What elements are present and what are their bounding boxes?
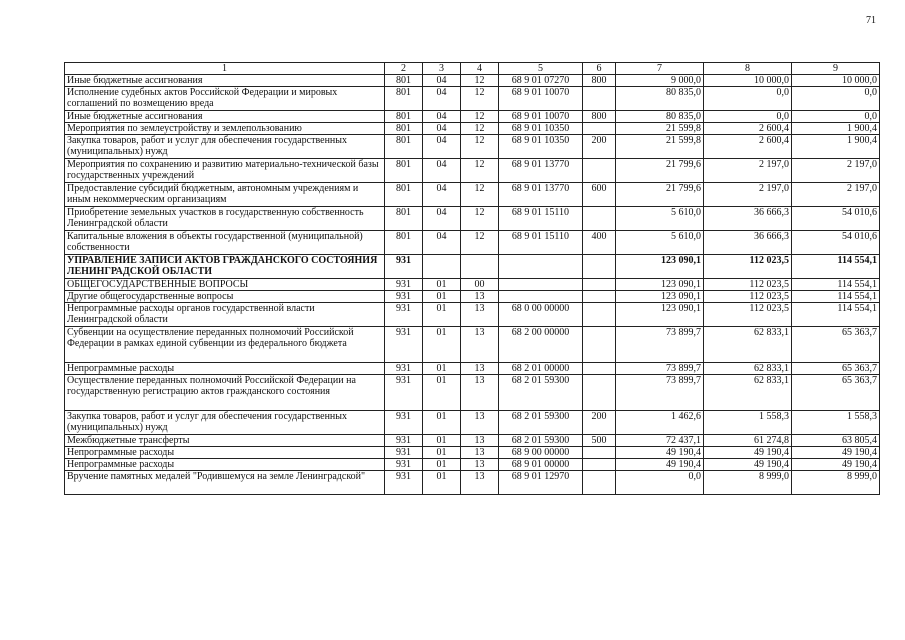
amount-year2-cell: 62 833,1 xyxy=(704,327,792,363)
amount-year1-cell: 80 835,0 xyxy=(616,87,704,111)
amount-year1-cell: 123 090,1 xyxy=(616,303,704,327)
amount-year1-cell: 21 799,6 xyxy=(616,183,704,207)
table-row xyxy=(65,363,880,375)
amount-year3-cell: 2 197,0 xyxy=(792,159,880,183)
section-cell: 01 xyxy=(423,435,461,447)
table-row xyxy=(65,255,880,279)
target-article-cell: 68 9 01 13770 xyxy=(499,183,583,207)
row-name-cell: Непрограммные расходы органов государственной власти Ленинградской области xyxy=(65,303,385,327)
amount-year1-cell: 9 000,0 xyxy=(616,75,704,87)
expense-type-cell xyxy=(583,123,616,135)
header-cell: 7 xyxy=(616,63,704,75)
ministry-code-cell: 931 xyxy=(385,471,423,495)
target-article-cell: 68 9 01 10070 xyxy=(499,111,583,123)
expense-type-cell xyxy=(583,471,616,495)
subsection-cell: 12 xyxy=(461,183,499,207)
ministry-code-cell: 931 xyxy=(385,435,423,447)
amount-year1-cell: 21 599,8 xyxy=(616,123,704,135)
row-name-cell: Непрограммные расходы xyxy=(65,447,385,459)
target-article-cell xyxy=(499,255,583,279)
amount-year2-cell: 2 197,0 xyxy=(704,159,792,183)
amount-year3-cell: 114 554,1 xyxy=(792,255,880,279)
row-name-cell: УПРАВЛЕНИЕ ЗАПИСИ АКТОВ ГРАЖДАНСКОГО СОСТОЯНИЯ ЛЕНИНГРАДСКОЙ ОБЛАСТИ xyxy=(65,255,385,279)
section-cell: 04 xyxy=(423,207,461,231)
row-name-cell: Закупка товаров, работ и услуг для обеспечения государственных (муниципальных) нужд xyxy=(65,135,385,159)
row-name-cell: Непрограммные расходы xyxy=(65,459,385,471)
amount-year2-cell: 112 023,5 xyxy=(704,255,792,279)
expense-type-cell: 200 xyxy=(583,135,616,159)
amount-year3-cell: 65 363,7 xyxy=(792,363,880,375)
header-cell: 9 xyxy=(792,63,880,75)
amount-year3-cell: 54 010,6 xyxy=(792,207,880,231)
amount-year1-cell: 80 835,0 xyxy=(616,111,704,123)
expense-type-cell xyxy=(583,459,616,471)
row-name-cell: Вручение памятных медалей "Родившемуся на земле Ленинградской" xyxy=(65,471,385,495)
table-row xyxy=(65,111,880,123)
table-row xyxy=(65,327,880,363)
expense-type-cell: 500 xyxy=(583,435,616,447)
ministry-code-cell: 931 xyxy=(385,279,423,291)
target-article-cell: 68 2 01 59300 xyxy=(499,435,583,447)
target-article-cell: 68 9 01 00000 xyxy=(499,459,583,471)
header-cell: 6 xyxy=(583,63,616,75)
target-article-cell: 68 2 01 00000 xyxy=(499,363,583,375)
row-name-cell: Мероприятия по землеустройству и землепользованию xyxy=(65,123,385,135)
expense-type-cell: 800 xyxy=(583,111,616,123)
row-name-cell: Межбюджетные трансферты xyxy=(65,435,385,447)
amount-year2-cell: 10 000,0 xyxy=(704,75,792,87)
ministry-code-cell: 931 xyxy=(385,447,423,459)
row-name-cell: Осуществление переданных полномочий Российской Федерации на государственную регистрацию актов гражданского состояния xyxy=(65,375,385,411)
amount-year1-cell: 73 899,7 xyxy=(616,375,704,411)
target-article-cell: 68 0 00 00000 xyxy=(499,303,583,327)
amount-year1-cell: 21 599,8 xyxy=(616,135,704,159)
row-name-cell: Непрограммные расходы xyxy=(65,363,385,375)
section-cell: 04 xyxy=(423,123,461,135)
table-row xyxy=(65,207,880,231)
amount-year1-cell: 49 190,4 xyxy=(616,459,704,471)
amount-year3-cell: 65 363,7 xyxy=(792,375,880,411)
expense-type-cell xyxy=(583,87,616,111)
amount-year1-cell: 123 090,1 xyxy=(616,255,704,279)
amount-year3-cell: 2 197,0 xyxy=(792,183,880,207)
table-row xyxy=(65,279,880,291)
ministry-code-cell: 931 xyxy=(385,459,423,471)
section-cell: 01 xyxy=(423,363,461,375)
expense-type-cell xyxy=(583,255,616,279)
amount-year1-cell: 49 190,4 xyxy=(616,447,704,459)
table-row xyxy=(65,447,880,459)
table-body xyxy=(65,63,880,495)
amount-year3-cell: 114 554,1 xyxy=(792,279,880,291)
target-article-cell: 68 9 01 10350 xyxy=(499,135,583,159)
subsection-cell: 13 xyxy=(461,303,499,327)
amount-year1-cell: 1 462,6 xyxy=(616,411,704,435)
expense-type-cell xyxy=(583,207,616,231)
amount-year3-cell: 1 900,4 xyxy=(792,123,880,135)
amount-year3-cell: 1 558,3 xyxy=(792,411,880,435)
target-article-cell xyxy=(499,279,583,291)
header-cell: 3 xyxy=(423,63,461,75)
subsection-cell: 12 xyxy=(461,159,499,183)
section-cell: 01 xyxy=(423,303,461,327)
section-cell: 04 xyxy=(423,111,461,123)
ministry-code-cell: 931 xyxy=(385,411,423,435)
amount-year1-cell: 5 610,0 xyxy=(616,207,704,231)
expense-type-cell xyxy=(583,447,616,459)
subsection-cell: 13 xyxy=(461,447,499,459)
header-cell: 5 xyxy=(499,63,583,75)
amount-year3-cell: 114 554,1 xyxy=(792,291,880,303)
amount-year2-cell: 2 600,4 xyxy=(704,135,792,159)
amount-year3-cell: 65 363,7 xyxy=(792,327,880,363)
expense-type-cell: 800 xyxy=(583,75,616,87)
row-name-cell: Другие общегосударственные вопросы xyxy=(65,291,385,303)
section-cell: 01 xyxy=(423,411,461,435)
header-cell: 1 xyxy=(65,63,385,75)
amount-year3-cell: 0,0 xyxy=(792,87,880,111)
target-article-cell: 68 9 00 00000 xyxy=(499,447,583,459)
budget-table xyxy=(64,62,880,495)
amount-year2-cell: 8 999,0 xyxy=(704,471,792,495)
expense-type-cell: 600 xyxy=(583,183,616,207)
table-row xyxy=(65,123,880,135)
expense-type-cell: 400 xyxy=(583,231,616,255)
table-header-row xyxy=(65,63,880,75)
section-cell: 04 xyxy=(423,87,461,111)
amount-year3-cell: 49 190,4 xyxy=(792,447,880,459)
expense-type-cell xyxy=(583,279,616,291)
table-row xyxy=(65,459,880,471)
row-name-cell: Субвенции на осуществление переданных полномочий Российской Федерации в рамках единой субвенции из федерального бюджета xyxy=(65,327,385,363)
amount-year3-cell: 10 000,0 xyxy=(792,75,880,87)
target-article-cell: 68 9 01 10350 xyxy=(499,123,583,135)
section-cell: 01 xyxy=(423,459,461,471)
subsection-cell: 12 xyxy=(461,135,499,159)
amount-year3-cell: 114 554,1 xyxy=(792,303,880,327)
section-cell: 01 xyxy=(423,447,461,459)
ministry-code-cell: 801 xyxy=(385,123,423,135)
section-cell: 01 xyxy=(423,471,461,495)
row-name-cell: Закупка товаров, работ и услуг для обеспечения государственных (муниципальных) нужд xyxy=(65,411,385,435)
expense-type-cell xyxy=(583,327,616,363)
table-row xyxy=(65,135,880,159)
section-cell: 04 xyxy=(423,231,461,255)
subsection-cell: 12 xyxy=(461,231,499,255)
section-cell: 04 xyxy=(423,135,461,159)
amount-year1-cell: 73 899,7 xyxy=(616,363,704,375)
amount-year1-cell: 0,0 xyxy=(616,471,704,495)
target-article-cell: 68 9 01 15110 xyxy=(499,207,583,231)
page-number: 71 xyxy=(866,15,876,26)
header-cell: 4 xyxy=(461,63,499,75)
ministry-code-cell: 801 xyxy=(385,135,423,159)
expense-type-cell xyxy=(583,159,616,183)
amount-year3-cell: 8 999,0 xyxy=(792,471,880,495)
ministry-code-cell: 931 xyxy=(385,363,423,375)
section-cell: 04 xyxy=(423,75,461,87)
amount-year2-cell: 112 023,5 xyxy=(704,291,792,303)
header-cell: 8 xyxy=(704,63,792,75)
amount-year2-cell: 1 558,3 xyxy=(704,411,792,435)
subsection-cell: 13 xyxy=(461,375,499,411)
expense-type-cell: 200 xyxy=(583,411,616,435)
ministry-code-cell: 801 xyxy=(385,111,423,123)
section-cell xyxy=(423,255,461,279)
table-row xyxy=(65,303,880,327)
subsection-cell: 13 xyxy=(461,363,499,375)
table-row xyxy=(65,471,880,495)
target-article-cell: 68 2 01 59300 xyxy=(499,375,583,411)
amount-year2-cell: 2 197,0 xyxy=(704,183,792,207)
target-article-cell: 68 9 01 10070 xyxy=(499,87,583,111)
amount-year2-cell: 49 190,4 xyxy=(704,447,792,459)
subsection-cell: 12 xyxy=(461,87,499,111)
ministry-code-cell: 931 xyxy=(385,255,423,279)
section-cell: 04 xyxy=(423,159,461,183)
expense-type-cell xyxy=(583,363,616,375)
subsection-cell: 12 xyxy=(461,207,499,231)
section-cell: 04 xyxy=(423,183,461,207)
subsection-cell: 13 xyxy=(461,435,499,447)
amount-year2-cell: 0,0 xyxy=(704,87,792,111)
row-name-cell: ОБЩЕГОСУДАРСТВЕННЫЕ ВОПРОСЫ xyxy=(65,279,385,291)
table-row xyxy=(65,159,880,183)
amount-year2-cell: 112 023,5 xyxy=(704,279,792,291)
table-row xyxy=(65,87,880,111)
amount-year1-cell: 123 090,1 xyxy=(616,279,704,291)
amount-year2-cell: 62 833,1 xyxy=(704,375,792,411)
subsection-cell: 12 xyxy=(461,111,499,123)
row-name-cell: Мероприятия по сохранению и развитию материально-технической базы государственных учреждений xyxy=(65,159,385,183)
expense-type-cell xyxy=(583,375,616,411)
ministry-code-cell: 801 xyxy=(385,87,423,111)
amount-year2-cell: 2 600,4 xyxy=(704,123,792,135)
expense-type-cell xyxy=(583,291,616,303)
target-article-cell: 68 2 00 00000 xyxy=(499,327,583,363)
amount-year3-cell: 54 010,6 xyxy=(792,231,880,255)
row-name-cell: Предоставление субсидий бюджетным, автономным учреждениям и иным некоммерческим организациям xyxy=(65,183,385,207)
subsection-cell: 12 xyxy=(461,123,499,135)
table-row xyxy=(65,183,880,207)
subsection-cell: 13 xyxy=(461,291,499,303)
amount-year2-cell: 61 274,8 xyxy=(704,435,792,447)
row-name-cell: Капитальные вложения в объекты государственной (муниципальной) собственности xyxy=(65,231,385,255)
ministry-code-cell: 801 xyxy=(385,159,423,183)
section-cell: 01 xyxy=(423,327,461,363)
ministry-code-cell: 801 xyxy=(385,231,423,255)
target-article-cell: 68 9 01 12970 xyxy=(499,471,583,495)
ministry-code-cell: 801 xyxy=(385,183,423,207)
ministry-code-cell: 931 xyxy=(385,291,423,303)
target-article-cell: 68 9 01 07270 xyxy=(499,75,583,87)
amount-year2-cell: 36 666,3 xyxy=(704,207,792,231)
row-name-cell: Приобретение земельных участков в государственную собственность Ленинградской области xyxy=(65,207,385,231)
table-row xyxy=(65,75,880,87)
row-name-cell: Иные бюджетные ассигнования xyxy=(65,111,385,123)
amount-year3-cell: 0,0 xyxy=(792,111,880,123)
ministry-code-cell: 801 xyxy=(385,207,423,231)
subsection-cell: 12 xyxy=(461,75,499,87)
row-name-cell: Иные бюджетные ассигнования xyxy=(65,75,385,87)
subsection-cell: 13 xyxy=(461,411,499,435)
table-row xyxy=(65,375,880,411)
row-name-cell: Исполнение судебных актов Российской Федерации и мировых соглашений по возмещению вреда xyxy=(65,87,385,111)
ministry-code-cell: 801 xyxy=(385,75,423,87)
ministry-code-cell: 931 xyxy=(385,375,423,411)
amount-year2-cell: 36 666,3 xyxy=(704,231,792,255)
amount-year3-cell: 63 805,4 xyxy=(792,435,880,447)
table-row xyxy=(65,411,880,435)
subsection-cell: 13 xyxy=(461,459,499,471)
amount-year1-cell: 5 610,0 xyxy=(616,231,704,255)
amount-year1-cell: 73 899,7 xyxy=(616,327,704,363)
target-article-cell: 68 9 01 15110 xyxy=(499,231,583,255)
amount-year3-cell: 49 190,4 xyxy=(792,459,880,471)
header-cell: 2 xyxy=(385,63,423,75)
amount-year2-cell: 49 190,4 xyxy=(704,459,792,471)
amount-year2-cell: 62 833,1 xyxy=(704,363,792,375)
amount-year2-cell: 0,0 xyxy=(704,111,792,123)
amount-year1-cell: 21 799,6 xyxy=(616,159,704,183)
subsection-cell xyxy=(461,255,499,279)
subsection-cell: 13 xyxy=(461,471,499,495)
ministry-code-cell: 931 xyxy=(385,303,423,327)
section-cell: 01 xyxy=(423,279,461,291)
amount-year1-cell: 72 437,1 xyxy=(616,435,704,447)
target-article-cell xyxy=(499,291,583,303)
amount-year3-cell: 1 900,4 xyxy=(792,135,880,159)
expense-type-cell xyxy=(583,303,616,327)
table-row xyxy=(65,231,880,255)
table-row xyxy=(65,291,880,303)
amount-year2-cell: 112 023,5 xyxy=(704,303,792,327)
subsection-cell: 00 xyxy=(461,279,499,291)
target-article-cell: 68 9 01 13770 xyxy=(499,159,583,183)
target-article-cell: 68 2 01 59300 xyxy=(499,411,583,435)
subsection-cell: 13 xyxy=(461,327,499,363)
section-cell: 01 xyxy=(423,375,461,411)
ministry-code-cell: 931 xyxy=(385,327,423,363)
section-cell: 01 xyxy=(423,291,461,303)
table-row xyxy=(65,435,880,447)
amount-year1-cell: 123 090,1 xyxy=(616,291,704,303)
